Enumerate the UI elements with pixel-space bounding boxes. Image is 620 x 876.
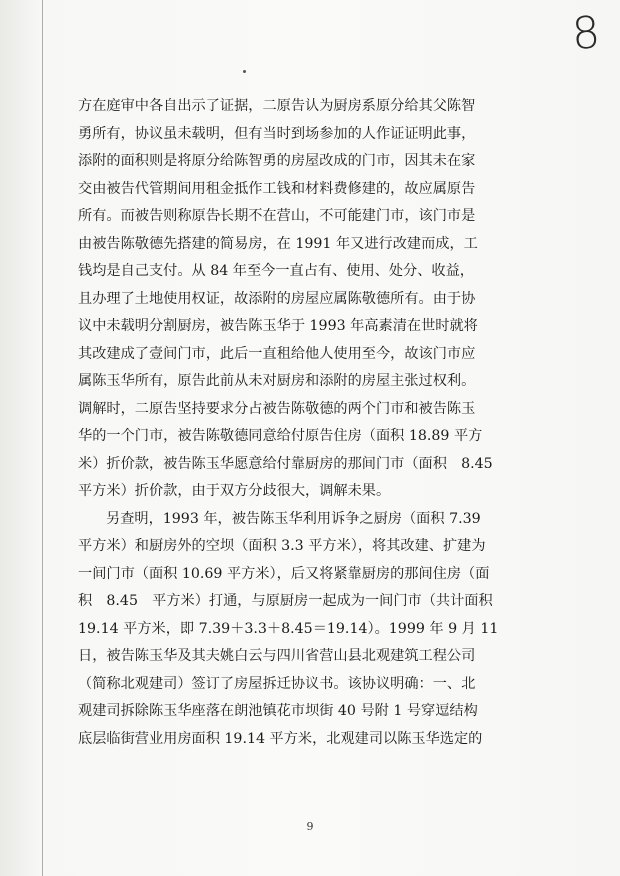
text-line: 由被告陈敬德先搭建的简易房，在 1991 年又进行改建而成，工: [78, 235, 478, 252]
handwritten-page-number: 8: [570, 7, 602, 60]
text-line: （简称北观建司）签订了房屋拆迁协议书。该协议明确：一、北: [78, 675, 476, 692]
text-line: 添附的面积则是将原分给陈智勇的房屋改成的门市，因其未在家: [78, 153, 476, 169]
text-line: 所有。而被告则称原告长期不在营山，不可能建门市，该门市是: [78, 208, 476, 224]
text-line: 议中未载明分割厨房，被告陈玉华于 1993 年高素清在世时就将: [78, 318, 478, 334]
text-line: 一间门市（面积 10.69 平方米），后又将紧靠厨房的那间住房（面: [78, 565, 490, 582]
text-line: 华的一个门市，被告陈敬德同意给付原告住房（面积 18.89 平方: [78, 428, 483, 444]
text-line: 平方米）折价款，由于双方分歧很大，调解未果。: [78, 483, 391, 499]
page-number: 9: [306, 820, 314, 833]
text-line: 积 8.45 平方米）打通，与原厨房一起成为一间门市（共计面积: [78, 593, 493, 609]
text-line: 底层临街营业用房面积 19.14 平方米，北观建司以陈玉华选定的: [78, 730, 483, 747]
text-line: 其改建成了壹间门市，此后一直租给他人使用至今，故该门市应: [78, 345, 476, 362]
text-line: 米）折价款，被告陈玉华愿意给付靠厨房的那间门市（面积 8.45: [78, 455, 493, 472]
scan-speck: [243, 70, 246, 73]
text-line: 属陈玉华所有，原告此前从未对厨房和添附的房屋主张过权利。: [78, 373, 476, 389]
text-line: 方在庭审中各自出示了证据，二原告认为厨房系原分给其父陈智: [78, 98, 476, 114]
text-line: 交由被告代管期间用租金抵作工钱和材料费修建的，故应属原告: [78, 180, 476, 197]
text-line: 且办理了土地使用权证，故添附的房屋应属陈敬德所有。由于协: [78, 290, 476, 307]
text-line: 平方米）和厨房外的空坝（面积 3.3 平方米），将其改建、扩建为: [78, 538, 486, 554]
binding-margin-line: [42, 0, 43, 876]
document-body: [78, 93, 544, 753]
text-line: 19.14 平方米，即 7.39＋3.3＋8.45＝19.14）。1999 年 9 月 11: [78, 620, 499, 637]
paragraph-1: [78, 93, 544, 506]
text-line: 日，被告陈玉华及其夫姚白云与四川省营山县北观建筑工程公司: [78, 648, 476, 664]
text-line: 另查明，1993 年，被告陈玉华利用诉争之厨房（面积 7.39: [106, 510, 481, 527]
text-line: 勇所有，协议虽未载明，但有当时到场参加的人作证证明此事，: [78, 125, 476, 142]
text-line: 钱均是自己支付。从 84 年至今一直占有、使用、处分、收益，: [78, 263, 474, 279]
text-line: 观建司拆除陈玉华座落在朗池镇花市坝街 40 号附 1 号穿逗结构: [78, 703, 478, 719]
paragraph-2: [78, 506, 544, 754]
text-line: 调解时，二原告坚持要求分占被告陈敬德的两个门市和被告陈玉: [78, 400, 476, 417]
